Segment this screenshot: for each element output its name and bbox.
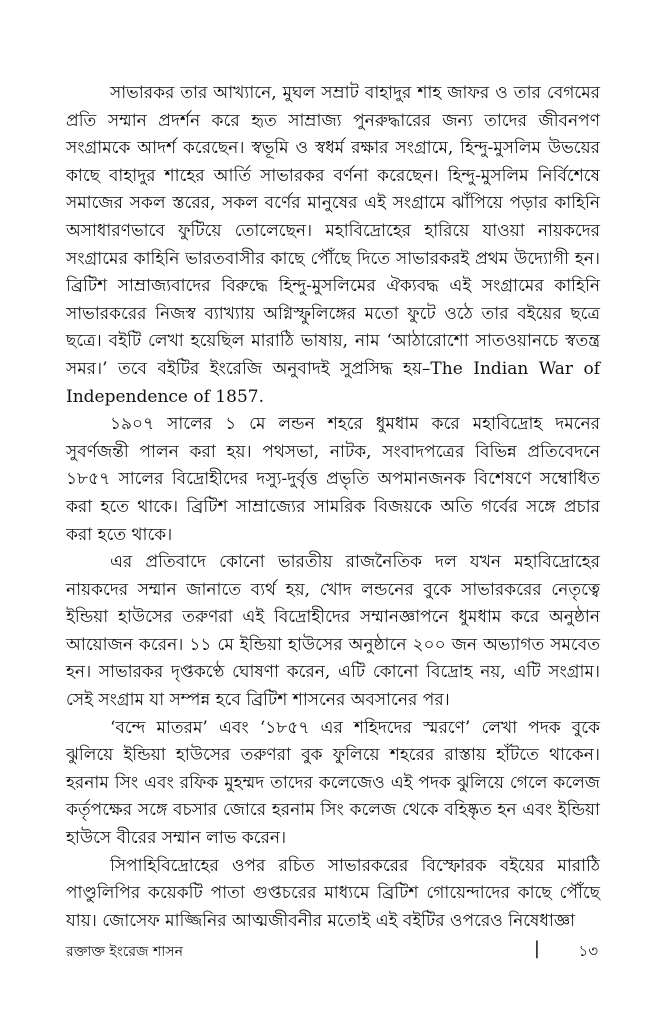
paragraph-manuscript-ban: সিপাহিবিদ্রোহের ওপর রচিত সাভারকরের বিস্ফোরক বইয়ের মারাঠি পাণ্ডুলিপির কয়েকটি পাতা গুপ্তচরের মাধ্যমে ব্রিটিশ গোয়েন্দাদের কাছে পৌঁছে যায়। জোসেফ মাজ্জিনির আত্মজীবনীর মতোই এই বইটির ওপরেও নিষেধাজ্ঞা	[66, 855, 600, 931]
running-footer-title: রক্তাক্ত ইংরেজ শাসন	[66, 944, 183, 960]
page-footer	[66, 940, 600, 970]
page-number: ১৩	[578, 942, 598, 960]
paragraph-savarkar-narrative: সাভারকর তার আখ্যানে, মুঘল সম্রাট বাহাদুর শাহ জাফর ও তার বেগমের প্রতি সম্মান প্রদর্শন করে হৃত সাম্রাজ্য পুনরুদ্ধারের জন্য তাদের জীবনপণ সংগ্রামকে আদর্শ করেছেন। স্বভূমি ও স্বধর্ম রক্ষার সংগ্রামে, হিন্দু-মুসলিম উভয়ের কাছে বাহাদুর শাহের আর্তি সাভারকর বর্ণনা করেছেন। হিন্দু-মুসলিম নির্বিশেষে সমাজের সকল স্তরের, সকল বর্ণের মানুষের এই সংগ্রামে ঝাঁপিয়ে পড়ার কাহিনি অসাধারণভাবে ফুটিয়ে তোলেছেন। মহাবিদ্রোহের হারিয়ে যাওয়া নায়কদের সংগ্রামের কাহিনি ভারতবাসীর কাছে পৌঁছে দিতে সাভারকরই প্রথম উদ্যোগী হন। ব্রিটিশ সাম্রাজ্যবাদের বিরুদ্ধে হিন্দু-মুসলিমের ঐক্যবদ্ধ এই সংগ্রামের কাহিনি সাভারকরের নিজস্ব ব্যাখ্যায় অগ্নিস্ফুলিঙ্গের মতো ফুটে ওঠে তার বইয়ের ছত্রে ছত্রে। বইটি লেখা হয়েছিল মারাঠি ভাষায়, নাম ‘আঠারোশো সাতওয়ানচে স্বতন্ত্র সমর।’ তবে বইটির ইংরেজি অনুবাদই সুপ্রসিদ্ধ হয়–The Indian War of Independence of 1857.	[66, 83, 600, 407]
paragraph-india-house-event: এর প্রতিবাদে কোনো ভারতীয় রাজনৈতিক দল যখন মহাবিদ্রোহের নায়কদের সম্মান জানাতে ব্যর্থ হয়, খোদ লন্ডনের বুকে সাভারকরের নেতৃত্বে ইন্ডিয়া হাউসের তরুণরা এই বিদ্রোহীদের সম্মানজ্ঞাপনে ধুমধাম করে অনুষ্ঠান আয়োজন করেন। ১১ মে ইন্ডিয়া হাউসের অনুষ্ঠানে ২০০ জন অভ্যাগত সমবেত হন। সাভারকর দৃপ্তকণ্ঠে ঘোষণা করেন, এটি কোনো বিদ্রোহ নয়, এটি সংগ্রাম। সেই সংগ্রাম যা সম্পন্ন হবে ব্রিটিশ শাসনের অবসানের পর।	[66, 552, 600, 711]
paragraph-1907-celebration: ১৯০৭ সালের ১ মে লন্ডন শহরে ধুমধাম করে মহাবিদ্রোহ দমনের সুবর্ণজন্তী পালন করা হয়। পথসভা, নাটক, সংবাদপত্রের বিভিন্ন প্রতিবেদনে ১৮৫৭ সালের বিদ্রোহীদের দস্যু-দুর্বৃত্ত প্রভৃতি অপমানজনক বিশেষণে সম্বোধিত করা হতে থাকে। ব্রিটিশ সাম্রাজ্যের সামরিক বিজয়কে অতি গর্বের সঙ্গে প্রচার করা হতে থাকে।	[66, 414, 600, 545]
page-body	[66, 80, 600, 935]
paragraph-bande-mataram-badge: ‘বন্দে মাতরম’ এবং ‘১৮৫৭ এর শহিদদের স্মরণে’ লেখা পদক বুকে ঝুলিয়ে ইন্ডিয়া হাউসের তরুণরা বুক ফুলিয়ে শহরের রাস্তায় হাঁটতে থাকেন। হরনাম সিং এবং রফিক মুহম্মদ তাদের কলেজেও এই পদক ঝুলিয়ে গেলে কলেজ কর্তৃপক্ষের সঙ্গে বচসার জোরে হরনাম সিং কলেজ থেকে বহিষ্কৃত হন এবং ইন্ডিয়া হাউসে বীরের সম্মান লাভ করেন।	[66, 717, 600, 849]
footer-separator: |	[533, 938, 540, 959]
